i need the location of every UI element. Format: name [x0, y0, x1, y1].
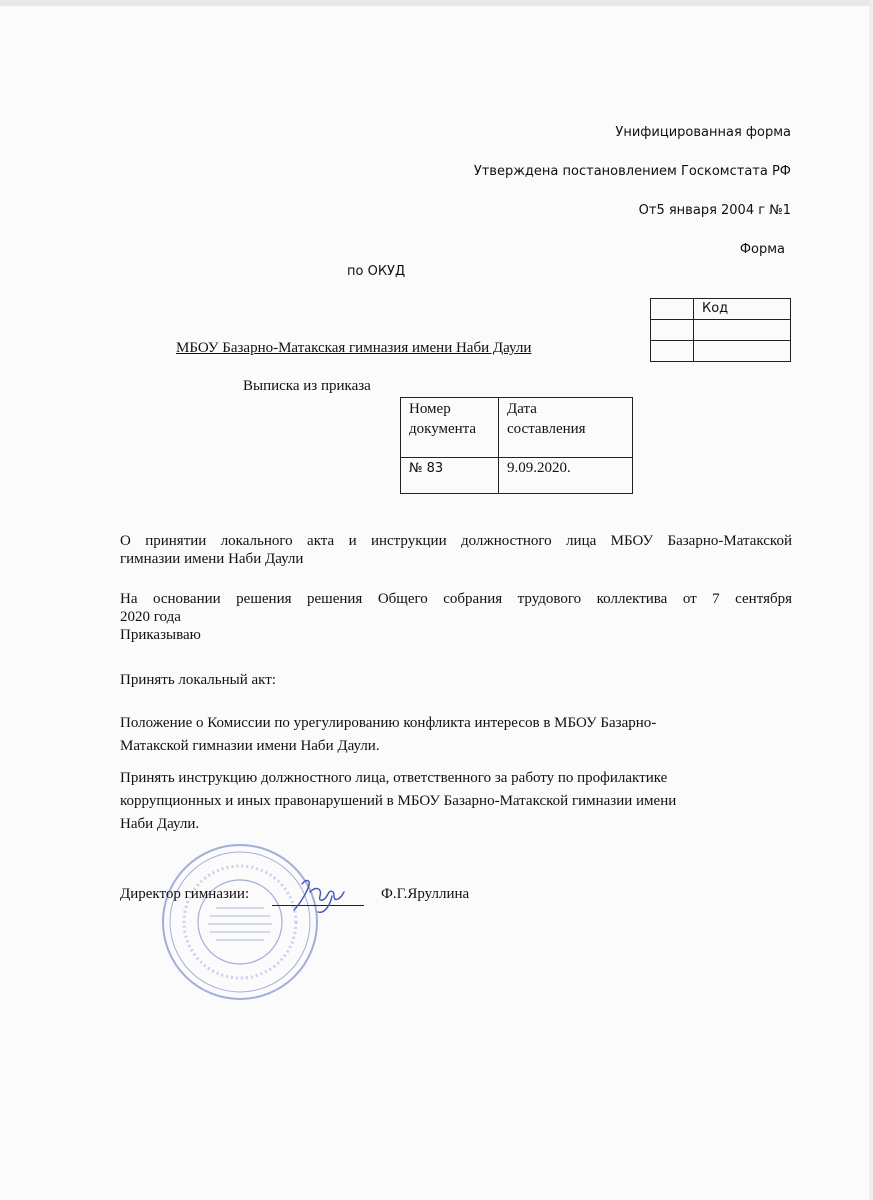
director-signature: [272, 876, 364, 916]
regulation-line2: Матакской гимназии имени Наби Даули.: [120, 738, 380, 754]
doc-date-cell: [499, 458, 633, 494]
instruction-block: [120, 767, 792, 836]
scan-edge-right: [869, 0, 873, 1200]
doc-date-header-cell: [499, 398, 633, 458]
code-table-cell: [694, 320, 791, 341]
document-table: [400, 397, 633, 494]
organization-name: МБОУ Базарно-Матакская гимназия имени Наби Даули: [176, 340, 532, 356]
doc-number-value: № 83: [409, 461, 444, 476]
accept-local-act: Принять локальный акт:: [120, 672, 276, 688]
form-type-line: Унифицированная форма: [615, 125, 791, 140]
basis-line1: На основании решения решения Общего собрания трудового коллектива от 7 сентября: [120, 591, 792, 607]
doc-number-header-line2: документа: [409, 421, 477, 437]
okud-label: по ОКУД: [347, 264, 406, 279]
instruction-line3: Наби Даули.: [120, 816, 200, 832]
basis-block: [120, 590, 792, 644]
instruction-line1: Принять инструкцию должностного лица, ответственного за работу по профилактике: [120, 770, 668, 786]
code-header: Код: [702, 301, 729, 316]
basis-line2: 2020 года: [120, 609, 181, 625]
code-table-cell: [694, 341, 791, 362]
code-table: [650, 298, 791, 362]
regulation-line1: Положение о Комиссии по урегулированию конфликта интересов в МБОУ Базарно-: [120, 715, 657, 731]
order-word: Приказываю: [120, 627, 201, 643]
approval-line: Утверждена постановлением Госкомстата РФ: [473, 164, 791, 179]
director-name: Ф.Г.Яруллина: [381, 886, 470, 902]
approval-date-line: От5 января 2004 г №1: [638, 203, 791, 218]
official-stamp: [160, 842, 320, 1002]
signature-label: Директор гимназии:: [120, 886, 250, 902]
doc-date-header-line2: составления: [507, 421, 586, 437]
code-table-cell: [651, 341, 694, 362]
doc-number-header-cell: [401, 398, 499, 458]
document-type: Выписка из приказа: [243, 378, 371, 394]
doc-number-header-line1: Номер: [409, 401, 451, 417]
code-table-header-cell: [694, 299, 791, 320]
code-table-cell: [651, 320, 694, 341]
subject-line1: О принятии локального акта и инструкции должностного лица МБОУ Базарно-Матакской: [120, 533, 792, 549]
doc-date-value: 9.09.2020.: [507, 460, 571, 476]
subject-line2: гимназии имени Наби Даули: [120, 551, 304, 567]
doc-number-cell: [401, 458, 499, 494]
scan-edge-top: [0, 0, 873, 6]
subject-block: [120, 532, 792, 568]
code-table-cell: [651, 299, 694, 320]
form-label: Форма: [739, 242, 785, 257]
instruction-line2: коррупционных и иных правонарушений в МБОУ Базарно-Матакской гимназии имени: [120, 793, 677, 809]
regulation-block: [120, 712, 792, 758]
doc-date-header-line1: Дата: [507, 401, 537, 417]
